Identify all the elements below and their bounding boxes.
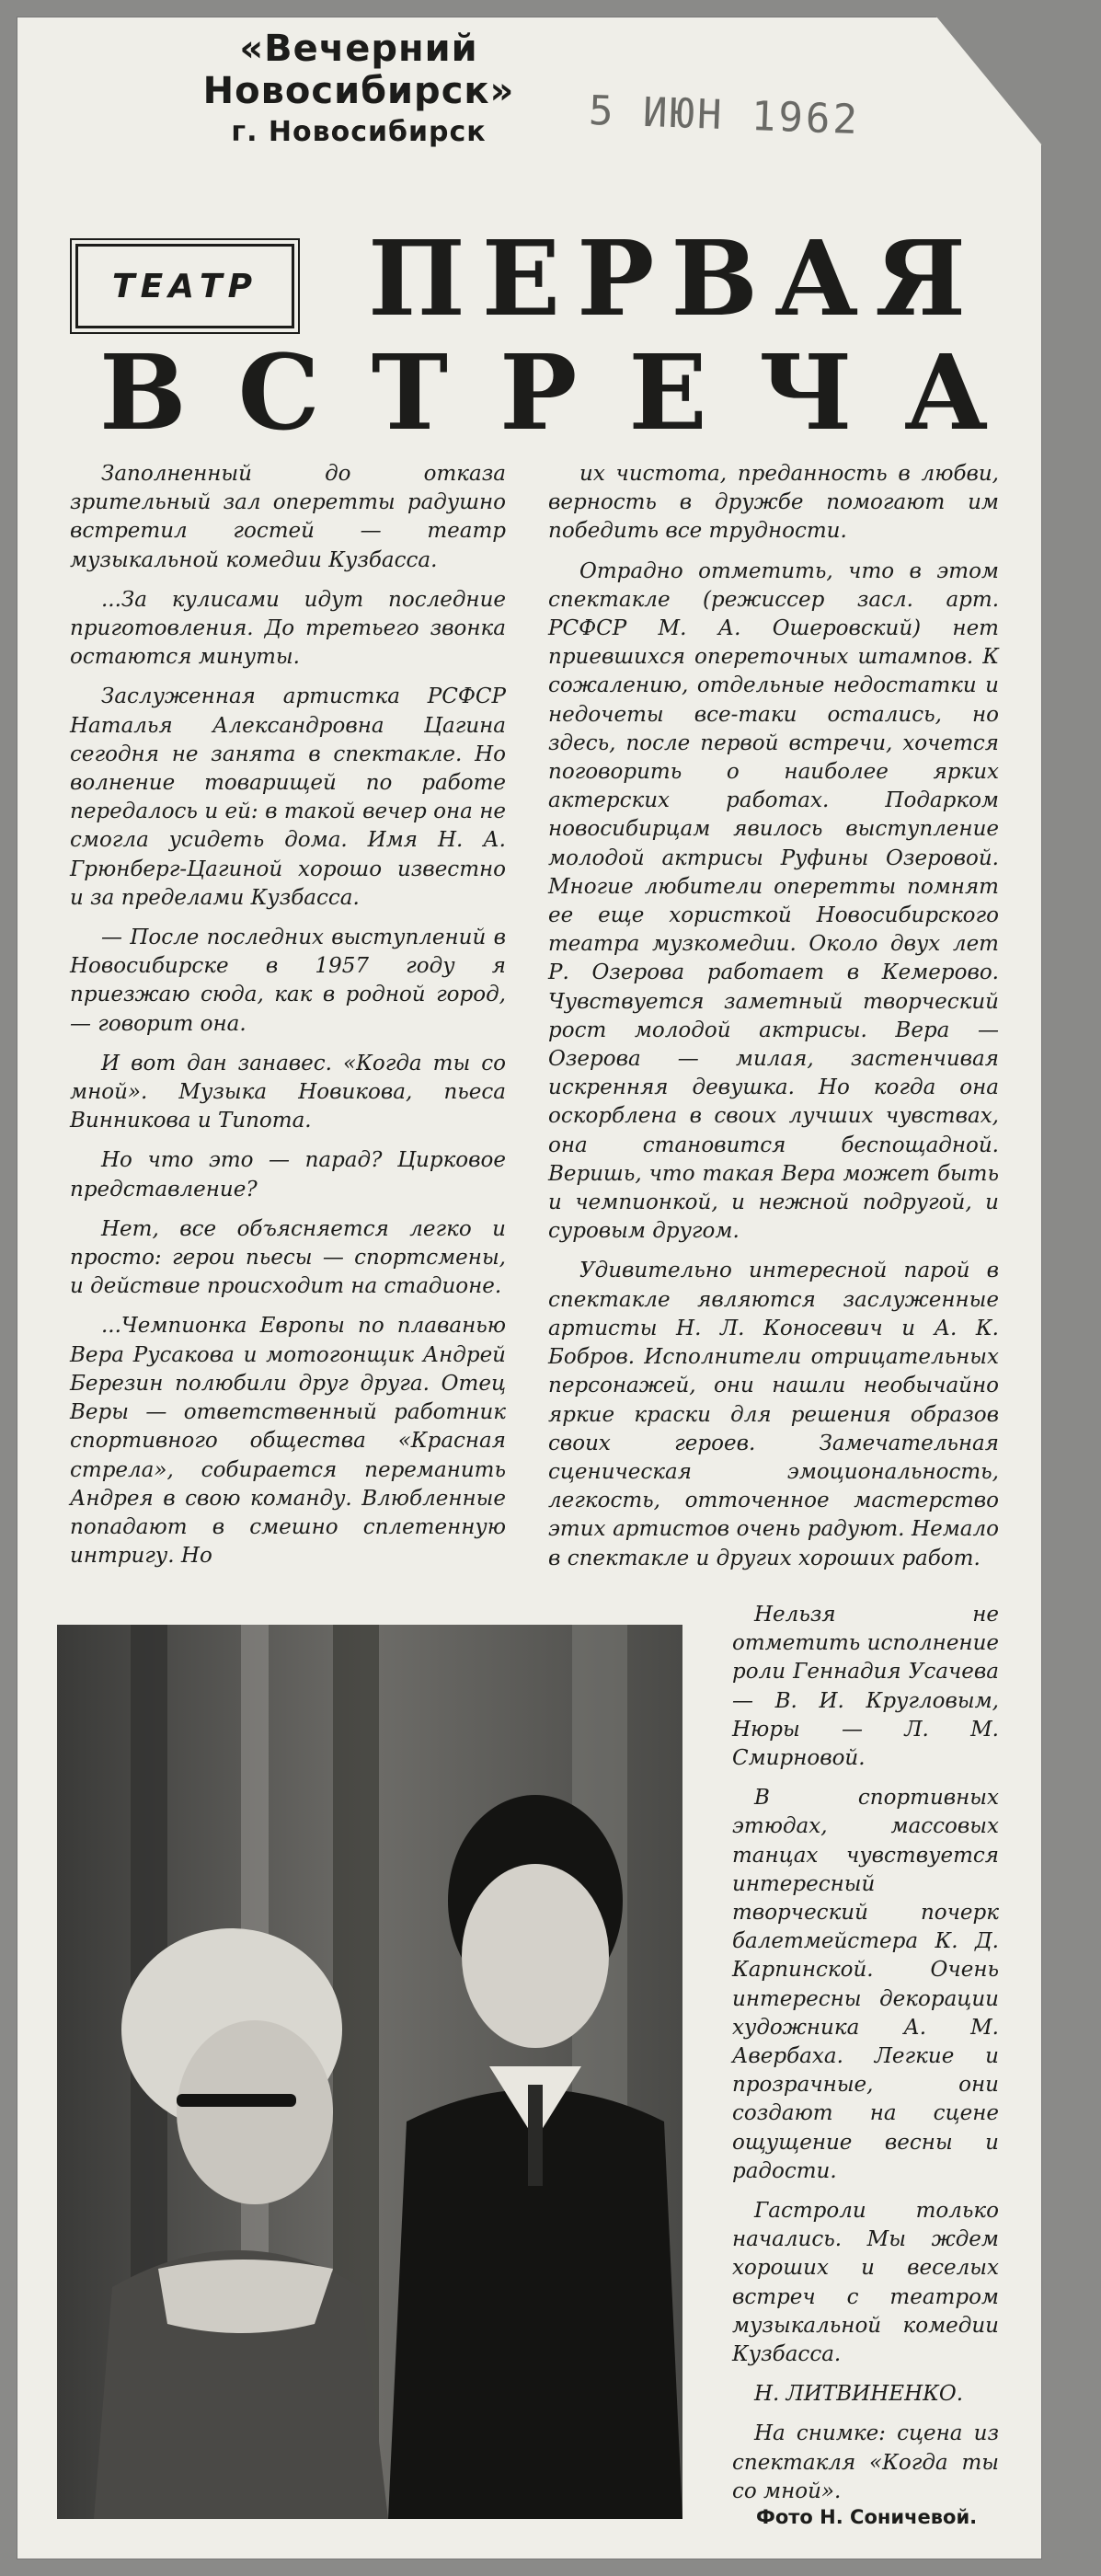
- paragraph: ...За кулисами идут последние приготовления. До третьего звонка остаются минуты.: [70, 587, 506, 670]
- paragraph: Нет, все объясняется легко и просто: герои пьесы — спортсмены, и действие происходит на стадионе.: [70, 1216, 506, 1299]
- headline-line-2: ВСТРЕЧА: [99, 333, 1040, 454]
- date-stamp: 5 ИЮН 1962: [588, 86, 861, 144]
- masthead: [101, 28, 616, 148]
- paragraph: Удивительно интересной парой в спектакле являются заслуженные артисты Н. Л. Коносевич и А. К. Бобров. Исполнители отрицательных персонажей, они нашли необычайно яркие краски для решения образов своих героев. Замечательная сценическая эмоциональность, легкость, отточенное мастерство этих артистов очень радуют. Немало в спектакле и других хороших работ.: [548, 1259, 999, 1570]
- paragraph: ...Чемпионка Европы по плаванью Вера Русакова и мотогонщик Андрей Березин полюбили друг друга. Отец Веры — ответственный работник спортивного общества «Красная стрела», собирается переманить Андрея в свою команду. Влюбленные попадают в смешно сплетенную интригу. Но: [70, 1314, 506, 1569]
- headline-line-1: ПЕРВАЯ: [368, 219, 982, 339]
- author-signature: Н. ЛИТВИНЕНКО.: [754, 2382, 964, 2407]
- scene-photo: [57, 1625, 682, 2519]
- paragraph: Но что это — парад? Цирковое представление?: [70, 1148, 506, 1202]
- paragraph: Заполненный до отказа зрительный зал оперетты радушно встретил гостей — театр музыкальной комедии Кузбасса.: [70, 462, 506, 572]
- section-rubric: ТЕАТР: [75, 244, 294, 328]
- photo-credit: Фото Н. Соничевой.: [756, 2506, 978, 2528]
- article-column-2: [548, 460, 999, 1584]
- article-column-3: [732, 1601, 999, 2517]
- paragraph: В спортивных этюдах, массовых танцах чувствуется интересный творческий почерк балетмейстера К. Д. Карпинской. Очень интересны декорации художника А. М. Авербаха. Легкие и прозрачные, они создают на сцене ощущение весны и радости.: [732, 1786, 999, 2183]
- newspaper-name: «Вечерний Новосибирск»: [202, 28, 515, 112]
- paragraph: Отрадно отметить, что в этом спектакле (режиссер засл. арт. РСФСР М. А. Ошеровский) нет приевшихся опереточных штампов. К сожалению, отдельные недостатки и недочеты все-таки остались, но здесь, после первой встречи, хочется поговорить о наиболее ярких актерских работах. Подарком новосибирцам явилось выступление молодой актрисы Руфины Озеровой. Многие любители оперетты помнят ее еще хористкой Новосибирского театра музкомедии. Около двух лет Р. Озерова работает в Кемерово. Чувствуется заметный творческий рост молодой актрисы. Вера — Озерова — милая, застенчивая искренняя девушка. Но когда она оскорблена в своих лучших чувствах, она становится беспощадной. Веришь, что такая Вера может быть и чемпионкой, и нежной подругой, и суровым другом.: [548, 558, 999, 1244]
- newspaper-city: г. Новосибирск: [231, 116, 487, 148]
- paragraph: — После последних выступлений в Новосибирске в 1957 году я приезжаю сюда, как в родной город, — говорит она.: [70, 926, 506, 1036]
- paragraph: И вот дан занавес. «Когда ты со мной». Музыка Новикова, пьеса Винникова и Типота.: [70, 1051, 506, 1133]
- scene-photo-image: [57, 1625, 682, 2519]
- paragraph: Нельзя не отметить исполнение роли Геннадия Усачева — В. И. Кругловым, Нюры — Л. М. Смирновой.: [732, 1603, 999, 1771]
- article-column-1: [70, 460, 506, 1581]
- paragraph: Гастроли только начались. Мы ждем хороших и веселых встреч с театром музыкальной комедии Кузбасса.: [732, 2199, 999, 2367]
- photo-caption: На снимке: сцена из спектакля «Когда ты со мной».: [732, 2421, 999, 2503]
- paragraph: их чистота, преданность в любви, верность в дружбе помогают им победить все трудности.: [548, 462, 999, 544]
- paragraph: Заслуженная артистка РСФСР Наталья Александровна Цагина сегодня не занята в спектакле. Но волнение товарищей по работе передалось и ей: в такой вечер она не смогла усидеть дома. Имя Н. А. Грюнберг-Цагиной хорошо известно и за пределами Кузбасса.: [70, 684, 506, 910]
